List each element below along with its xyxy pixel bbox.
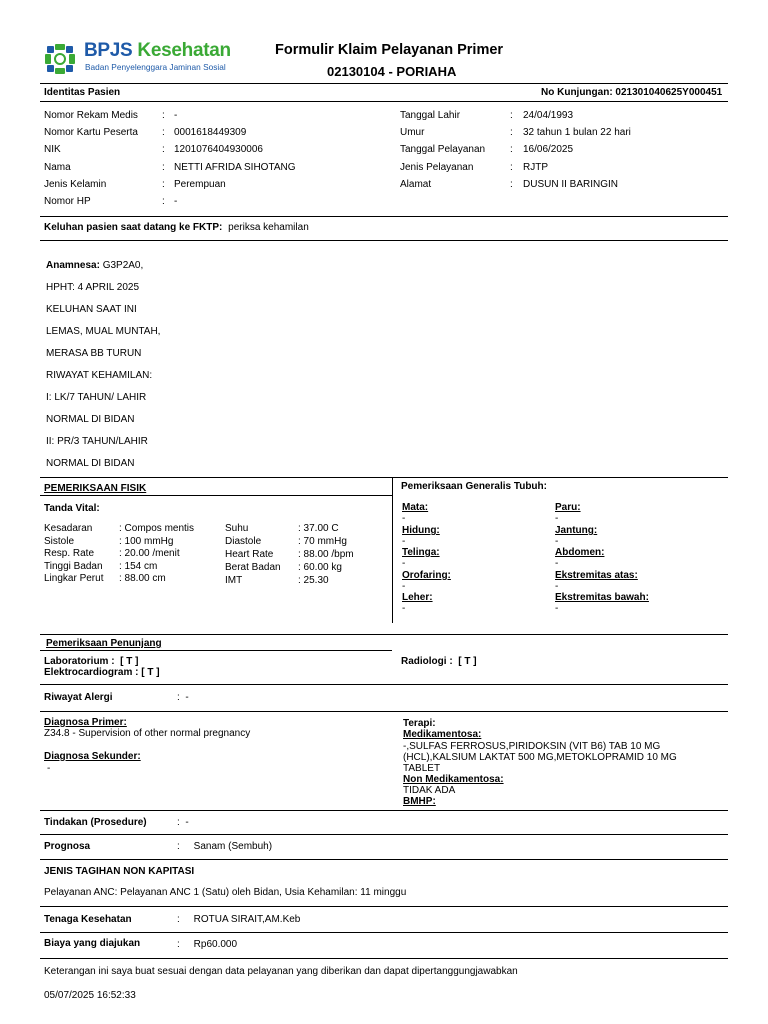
anamnesa-block [46,249,160,480]
anamnesa-line: I: LK/7 TAHUN/ LAHIR [46,392,147,403]
complaint-row [44,222,309,233]
form-title: Formulir Klaim Pelayanan Primer [275,42,504,58]
general-paru-value: - [555,513,559,524]
vital-imt-value: : 25.30 [298,575,329,586]
anamnesa-line: LEMAS, MUAL MUNTAH, [46,326,161,337]
divider [40,711,728,712]
vital-heart-value: : 88.00 /bpm [298,549,354,560]
general-jantung-value: - [555,536,559,547]
logo-brand-bpjs: BPJS [84,40,133,61]
anamnesa-line: MERASA BB TURUN [46,348,142,359]
colon: : [510,179,513,190]
therapy-bmhp-title: BMHP: [403,796,436,807]
anamnesa-label: Anamnesa: [46,260,100,271]
value-umur: 32 tahun 1 bulan 22 hari [523,127,631,138]
vital-sistole-label: Sistole [44,536,75,547]
diagnosis-secondary-title: Diagnosa Sekunder: [44,751,141,762]
anamnesa-first-line [46,260,160,271]
form-subtitle: 02130104 - PORIAHA [327,64,457,79]
value-jenis-kelamin: Perempuan [174,179,226,190]
vital-suhu-value: : 37.00 C [298,523,339,534]
value-kartu-peserta: 0001618449309 [174,127,247,138]
general-ekstremitas-atas-label: Ekstremitas atas: [555,570,638,581]
vital-diastole-label: Diastole [225,536,262,547]
vital-resp-value: : 20.00 /menit [119,548,180,559]
bpjs-logo [44,40,229,80]
support-lab: Laboratorium : [ T ] [44,656,139,667]
general-leher-label: Leher: [402,592,433,603]
value-alamat: DUSUN II BARINGIN [523,179,619,190]
general-mata-value: - [402,513,406,524]
therapy-nonmed-value: TIDAK ADA [403,785,456,796]
procedure-value: : - [177,817,189,828]
divider [40,216,728,217]
colon: : [510,110,513,121]
label-alamat: Alamat [400,179,432,190]
value-tanggal-pelayanan: 16/06/2025 [523,144,574,155]
label-kartu-peserta: Nomor Kartu Peserta [44,127,138,138]
value-nomor-hp: - [174,196,178,207]
general-telinga-label: Telinga: [402,547,440,558]
vital-lingkar-label: Lingkar Perut [44,573,104,584]
general-orofaring-label: Orofaring: [402,570,451,581]
vital-resp-label: Resp. Rate [44,548,95,559]
label-rekam-medis: Nomor Rekam Medis [44,110,138,121]
divider [40,834,728,835]
value-tanggal-lahir: 24/04/1993 [523,110,574,121]
therapy-med-lines [403,741,677,774]
label-tanggal-lahir: Tanggal Lahir [400,110,461,121]
logo-brand-kesehatan: Kesehatan [137,40,231,61]
general-hidung-label: Hidung: [402,525,440,536]
anamnesa-line: NORMAL DI BIDAN [46,414,135,425]
allergy-value: : - [177,692,189,703]
colon: : [162,196,165,207]
procedure-label: Tindakan (Prosedure) [44,817,147,828]
general-leher-value: - [402,603,406,614]
anamnesa-line: HPHT: 4 APRIL 2025 [46,282,140,293]
visit-number: No Kunjungan: 021301040625Y000451 [541,87,723,98]
value-jenis-pelayanan: RJTP [523,162,548,173]
vital-heart-label: Heart Rate [225,549,274,560]
divider [40,634,728,635]
colon: : [162,127,165,138]
vital-lingkar-value: : 88.00 cm [119,573,166,584]
vital-kesadaran-label: Kesadaran [44,523,93,534]
vital-kesadaran-value: : Compos mentis [119,523,195,534]
diagnosis-primary-value: Z34.8 - Supervision of other normal pregnancy [44,728,251,739]
divider [40,650,392,651]
colon: : [162,162,165,173]
vertical-divider [392,477,393,623]
general-paru-label: Paru: [555,502,581,513]
label-umur: Umur [400,127,425,138]
vital-title: Tanda Vital: [44,503,100,514]
divider [40,859,728,860]
therapy-med-line: TABLET [403,763,441,774]
anamnesa-line: RIWAYAT KEHAMILAN: [46,370,153,381]
footer-statement: Keterangan ini saya buat sesuai dengan data pelayanan yang diberikan dan dapat dipertanggungjawabkan [44,966,518,977]
label-jenis-kelamin: Jenis Kelamin [44,179,107,190]
allergy-label: Riwayat Alergi [44,692,113,703]
bpjs-emblem-icon [44,43,76,75]
vital-tinggi-value: : 154 cm [119,561,158,572]
divider [40,101,728,102]
vital-diastole-value: : 70 mmHg [298,536,347,547]
prognosis-label: Prognosa [44,841,91,852]
value-nama: NETTI AFRIDA SIHOTANG [174,162,296,173]
colon: : [510,162,513,173]
therapy-med-title: Medikamentosa: [403,729,482,740]
support-radiologi: Radiologi : [ T ] [401,656,477,667]
support-title: Pemeriksaan Penunjang [46,638,162,649]
billing-value: Pelayanan ANC: Pelayanan ANC 1 (Satu) oleh Bidan, Usia Kehamilan: 11 minggu [44,887,407,898]
vital-berat-label: Berat Badan [225,562,281,573]
prognosis-value: : Sanam (Sembuh) [177,841,273,852]
general-hidung-value: - [402,536,406,547]
logo-tagline: Badan Penyelenggara Jaminan Sosial [85,62,226,72]
label-jenis-pelayanan: Jenis Pelayanan [400,162,474,173]
colon: : [162,110,165,121]
diagnosis-secondary-value: - [47,763,51,774]
divider [40,906,728,907]
divider [40,495,392,496]
general-telinga-value: - [402,558,406,569]
label-tanggal-pelayanan: Tanggal Pelayanan [400,144,486,155]
cost-label: Biaya yang diajukan [44,938,141,949]
vital-tinggi-label: Tinggi Badan [44,561,103,572]
general-abdomen-label: Abdomen: [555,547,605,558]
therapy-nonmed-title: Non Medikamentosa: [403,774,504,785]
anamnesa-line: II: PR/3 TAHUN/LAHIR [46,436,148,447]
label-nomor-hp: Nomor HP [44,196,91,207]
colon: : [510,127,513,138]
cost-value: : Rp60.000 [177,939,238,950]
complaint-value: periksa kehamilan [228,222,309,233]
therapy-title: Terapi: [403,718,436,729]
diagnosis-primary-title: Diagnosa Primer: [44,717,127,728]
divider [40,958,728,959]
general-mata-label: Mata: [402,502,429,513]
identity-section-title: Identitas Pasien [44,87,121,98]
therapy-med-line: -,SULFAS FERROSUS,PIRIDOKSIN (VIT B6) TAB 10 MG [403,741,661,752]
anamnesa-line: KELUHAN SAAT INI [46,304,137,315]
general-orofaring-value: - [402,581,406,592]
general-title: Pemeriksaan Generalis Tubuh: [401,481,547,492]
colon: : [162,179,165,190]
general-ekstremitas-bawah-label: Ekstremitas bawah: [555,592,649,603]
divider [40,240,728,241]
general-ekstremitas-bawah-value: - [555,603,559,614]
divider [40,932,728,933]
divider [40,684,728,685]
footer-timestamp: 05/07/2025 16:52:33 [44,990,136,1001]
anamnesa-line: NORMAL DI BIDAN [46,458,135,469]
staff-label: Tenaga Kesehatan [44,914,132,925]
colon: : [162,144,165,155]
general-jantung-label: Jantung: [555,525,598,536]
anamnesa-first: G3P2A0, [102,260,144,271]
vital-sistole-value: : 100 mmHg [119,536,174,547]
colon: : [510,144,513,155]
complaint-label: Keluhan pasien saat datang ke FKTP: [44,222,223,233]
divider [40,83,728,84]
label-nik: NIK [44,144,61,155]
label-nama: Nama [44,162,71,173]
value-rekam-medis: - [174,110,178,121]
value-nik: 1201076404930006 [174,144,263,155]
general-ekstremitas-atas-value: - [555,581,559,592]
vital-suhu-label: Suhu [225,523,249,534]
vital-imt-label: IMT [225,575,243,586]
support-ekg: Elektrocardiogram : [ T ] [44,667,160,678]
physical-title: PEMERIKSAAN FISIK [44,483,147,494]
divider [40,477,728,478]
divider [40,810,728,811]
general-abdomen-value: - [555,558,559,569]
billing-title: JENIS TAGIHAN NON KAPITASI [44,866,195,877]
vital-berat-value: : 60.00 kg [298,562,342,573]
staff-value: : ROTUA SIRAIT,AM.Keb [177,914,301,925]
therapy-med-line: (HCL),KALSIUM LAKTAT 500 MG,METOKLOPRAMID 10 MG [403,752,677,763]
